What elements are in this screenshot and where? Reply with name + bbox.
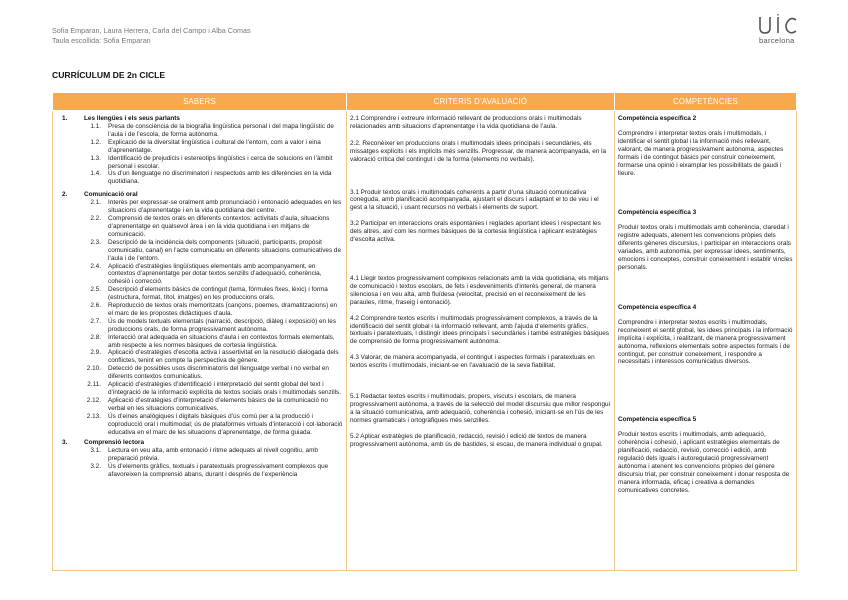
criterion-4-3: 4.3 Valorar, de manera acompanyada, el contingut i aspectes formals i paratextuals en textos escrits i multimodals, iniciant-se en l’avaluació de la seva fiabilitat. [350, 354, 595, 370]
criterion-5-1: 5.1 Redactar textos escrits i multimodals, propers, viscuts i escolars, de manera progressivament autònoma, a través de la selecció del model discursiu que millor respongui a la situació comunicativa, amb adequació, coherència i cohesió, iniciant-se en l’ús de les normes gramaticals i ortogràfiques més senzilles. [350, 393, 611, 424]
page-title: CURRÍCULUM DE 2n CICLE [52, 70, 166, 80]
list-item: 2.2. Comprensió de textos orals en diferents contextos: activitats d’aula, situacions d’aprenentatge en qualsevol àrea i en la vida quotidiana i en mitjans de comunicació. [90, 215, 330, 238]
authors-line: Sofia Emparan, Laura Herrera, Carla del Campo i Alba Comas [52, 26, 251, 35]
list-item: 2.4. Aplicació d’estratègies lingüístiques elementals amb acompanyament, en contextos d’aprenentatge per dotar textos senzills d’adequació, coherència, cohesió i correcció. [90, 262, 322, 286]
list-item: 2.12. Aplicació d’estratègies d’interpretació d’elements bàsics de la comunicació no verbal en les situacions comunicatives. [86, 396, 328, 412]
list-item: 2.8. Interacció oral adequada en situacions d’aula i en contextos formals elementals, amb respecte a les normes bàsiques de cortesia lingüística. [90, 333, 335, 349]
criterion-2-2: 2.2. Reconèixer en produccions orals i multimodals idees principals i secundàries, els missatges explícits i els implícits més senzills. Progressar, de manera acompanyada, en la valoració crítica del contingut i de la forma (elements no verbals). [350, 139, 607, 163]
competency-4-text: Comprendre i interpretar textos escrits i multimodals, reconeixent el sentit global, les idees principals i la informació implícita i explícita, i realitzant, de manera progressivament autònoma, reflexions elementals sobre aspectes formals i de contingut, per construir coneixement, i respondre a necessitats i interessos comunicatius diversos. [618, 318, 793, 366]
competency-2-text: Comprendre i interpretar textos orals i multimodals, i identificar el sentit global i la informació més rellevant, valorant, de manera progressivament autònoma, aspectes formals i de contingut bàsics per construir coneixement, formarse una opinió i eixamplar les possibilitats de gaudi i lleure. [618, 130, 784, 177]
logo-wordmark: barcelona [759, 36, 795, 45]
list-item: 2.11. Aplicació d’estratègies d’identificació i interpretació del sentit global del text i d’integració de la informació explícita de textos socials orals i multimodals senzills. [87, 381, 342, 396]
criterion-4-2: 4.2 Comprendre textos escrits i multimodals progressivament complexos, a través de la identificació del sentit global i la informació rellevant, amb l’ajuda d’elements gràfics, textuals i paratextuals, i distingir idees principals i secundàries i també estratègies bàsiques de comprensió de forma progressivament autònoma. [350, 314, 609, 346]
competency-4-title: Competència específica 4 [618, 303, 697, 311]
column-header-competencies: COMPETÈNCIES [615, 93, 797, 111]
list-item: 1.1. Presa de consciència de la biografia lingüística personal i del mapa lingüístic de l’aula i de l’escola, de forma autònoma. [90, 123, 334, 138]
list-item: 2.9. Aplicació d’estratègies d’escolta activa i assertivitat en la resolució dialogada dels conflictes, tenint en compte la perspectiva de gènere. [90, 349, 339, 365]
column-header-criteris: CRITERIS D’AVALUACIÓ [347, 93, 615, 111]
list-item: 3.1. Lectura en veu alta, amb entonació i ritme adequats al nivell cognitiu, amb preparació prèvia. [90, 447, 318, 463]
competency-3-text: Produir textos orals i multimodals amb coherència, claredat i registre adequats, atenent les convencions pròpies dels diferents gèneres discursius, i participar en interaccions orals variades, amb autonomia, per expressar idees, sentiments, emocions i conceptes, construir coneixement i establir vincles personals. [618, 224, 793, 271]
list-item: 2.3. Descripció de la incidència dels components (situació, participants, propòsit comunicatiu, canal) en l’acte comunicatiu en diferents situacions comunicatives de l’aula i de l’entorn. [90, 238, 342, 262]
competency-2-title: Competència específica 2 [618, 115, 697, 122]
section-heading: 3. Comprensió lectora [62, 439, 145, 447]
curriculum-table [52, 92, 797, 571]
list-item: 2.7. Ús de models textuals elementals (narració, descripció, diàleg i exposició) en les produccions orals, de forma progressivament autònoma. [90, 317, 337, 333]
section-heading: 2. Comunicació oral [62, 191, 138, 199]
column-header-sabers: SABERS [53, 93, 347, 111]
competency-5-title: Competència específica 5 [618, 416, 697, 424]
list-item: 1.2. Explicació de la diversitat lingüística i cultural de l’entorn, com a valor i eina d’aprenentatge. [90, 138, 321, 154]
uic-logo [758, 14, 806, 48]
list-item: 3.2. Ús d’elements gràfics, textuals i paratextuals progressivament complexos que afavoreixen la comprensió abans, durant i després de l’experiència [90, 463, 329, 479]
criterion-4-1: 4.1 Llegir textos progressivament complexos relacionats amb la vida quotidiana, els mitjans de comunicació i textos escolars, de fets i esdeveniments d’interès general, de manera silenciosa i en veu alta, amb fluïdesa (velocitat, precisió en el reconeixement de les paraules, ritme, fraseig i entonació). [350, 274, 609, 306]
competencies-cell [615, 111, 797, 571]
criterion-3-1: 3.1 Produir textos orals i multimodals coherents a partir d’una situació comunicativa coneguda, amb planificació acompanyada, ajustant el discurs i adaptant el to de veu i el gest a la situació, i usant recursos no verbals i elements de suport. [350, 188, 599, 212]
list-item: 1.3. Identificació de prejudicis i estereotips lingüístics i cerca de solucions en l’àmbit personal i escolar. [90, 154, 333, 170]
section-heading: 1. Les llengües i els seus parlants [62, 115, 180, 122]
criterion-5-2: 5.2 Aplicar estratègies de planificació, redacció, revisió i edició de textos de manera progressivament autònoma, amb ús de bastides, si escau, de manera individual o grupal. [350, 432, 603, 448]
criteris-cell [347, 111, 615, 571]
list-item: 2.5. Descripció d’elements bàsics de contingut (tema, fórmules fixes, lèxic) i forma (estructura, format, títol, imatges) en les produccions orals. [90, 286, 328, 302]
list-item: 2.13. Ús d’eines analògiques i digitals bàsiques d’ús comú per a la producció i coproducció oral i multimodal; ús de plataformes virtuals d’interacció i col·laboració educativa en el marc de les situacions d’aprenentatge, de forma guiada. [86, 412, 343, 436]
list-item: 2.1. Interès per expressar-se oralment amb pronunciació i entonació adequades en les situacions d’aprenentatge i en la vida quotidiana del centre. [90, 199, 342, 215]
list-item: 2.6. Reproducció de textos orals memoritzats (cançons, poemes, dramatitzacions) en el marc de les propostes didàctiques d’aula. [90, 302, 338, 317]
criterion-3-2: 3.2 Participar en interaccions orals espontànies i reglades aportant idees i respectant les dels altres, així com les normes bàsiques de la cortesia lingüística i aplicant estratègies d’escolta activa. [350, 220, 601, 244]
competency-3-title: Competència específica 3 [618, 209, 697, 217]
criterion-2-1: 2.1 Comprendre i extreure informació rellevant de produccions orals i multimodals relacionades amb situacions d’aprenentatge i la vida quotidiana de l’aula. [350, 115, 582, 130]
table-row [53, 111, 797, 571]
sabers-cell [53, 111, 347, 571]
competency-5-text: Produir textos escrits i multimodals, amb adequació, coherència i cohesió, i aplicant estratègies elementals de planificació, redacció, revisió, correcció i edició, amb regulació dels iguals i autoregulació progressivament autònoma i atenent les convencions pròpies del gènere discursiu triat, per construir coneixement i donar resposta de manera informada, eficaç i creativa a demandes comunicatives concretes. [618, 431, 790, 494]
list-item: 2.10. Detecció de possibles usos discriminatoris del llenguatge verbal i no verbal en diferents contextos comunicatius. [86, 365, 329, 381]
document-header [52, 26, 251, 46]
list-item: 1.4. Ús d’un llenguatge no discriminatori i respectuós amb les diferències en la vida quotidiana. [90, 170, 332, 186]
table-header-row [53, 93, 797, 111]
chosen-table-line: Taula escollida: Sofia Emparan [52, 36, 151, 45]
